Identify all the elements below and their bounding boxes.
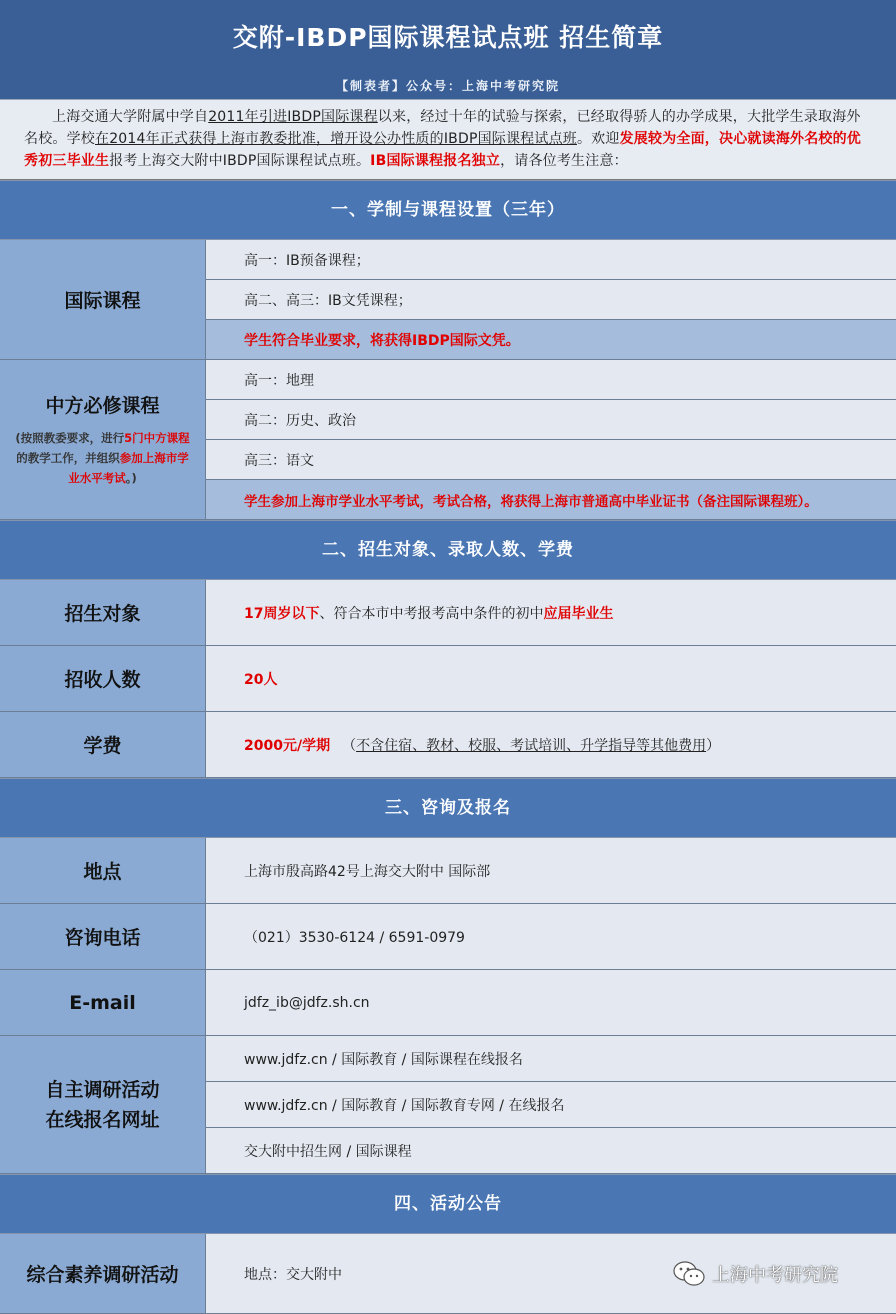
fee-note [342, 735, 720, 755]
intl-course-highlight: 学生符合毕业要求，将获得IBDP国际文凭。 [206, 320, 896, 360]
intro-text: 报考上海交大附中IBDP国际课程试点班。 [109, 153, 371, 169]
intro-highlight: IB国际课程报名独立 [370, 153, 501, 169]
intl-course-row: 高一：IB预备课程； [206, 240, 896, 280]
fee-paren: （ [342, 737, 357, 754]
intro-highlight: 发展较为全面，决心就读海外名校的优秀初三毕业生 [24, 131, 861, 169]
fee-label [0, 712, 206, 778]
section-heading: 三、咨询及报名 [0, 778, 896, 838]
section-heading: 四、活动公告 [0, 1174, 896, 1234]
phone-label-text: 咨询电话 [64, 927, 141, 949]
target-age: 17周岁以下 [244, 605, 320, 622]
watermark-text: 上海中考研究院 [712, 1265, 838, 1286]
intro-text: 。欢迎 [576, 131, 620, 147]
fee-paren: ） [706, 737, 721, 754]
chinese-course-note [0, 428, 205, 488]
count-label-text: 招收人数 [64, 669, 141, 691]
intro-underline: 2011年引进IBDP国际课程 [208, 109, 378, 125]
online-label-line: 在线报名网址 [45, 1108, 160, 1131]
target-grad: 应届毕业生 [543, 605, 614, 622]
intro-text: 上海交通大学附属中学自 [52, 109, 209, 125]
intl-course-label-text: 国际课程 [64, 290, 141, 312]
address-value: 上海市殷高路42号上海交大附中 国际部 [206, 838, 896, 904]
note-text: (按照教委要求，进行 [15, 431, 125, 445]
note-text: 的教学工作，并组织 [16, 451, 120, 465]
intl-course-label [0, 240, 206, 360]
fee-amount: 2000元/学期 [244, 737, 331, 754]
count-label [0, 646, 206, 712]
target-label-text: 招生对象 [64, 603, 141, 625]
note-highlight: 5门中方课程 [124, 431, 190, 445]
fee-value [206, 712, 896, 778]
online-link-row[interactable]: 交大附中招生网 / 国际课程 [206, 1128, 896, 1174]
email-label-text: E-mail [69, 991, 136, 1014]
target-desc: 、符合本市中考报考高中条件的初中 [319, 605, 544, 622]
intro-underline: 在2014年正式获得上海市教委批准，增开设公办性质的IBDP国际课程试点班 [95, 131, 577, 147]
note-text: 。) [125, 471, 137, 485]
chinese-course-highlight: 学生参加上海市学业水平考试，考试合格，将获得上海市普通高中毕业证书（备注国际课程班）。 [206, 480, 896, 520]
activity-label-text: 综合素养调研活动 [26, 1264, 179, 1286]
chinese-course-row: 高三：语文 [206, 440, 896, 480]
chinese-course-label [0, 360, 206, 520]
wechat-icon [672, 1259, 706, 1289]
page-header [0, 0, 896, 100]
fee-note-text: 不含住宿、教材、校服、考试培训、升学指导等其他费用 [356, 737, 707, 754]
online-label [0, 1036, 206, 1174]
chinese-course-label-text: 中方必修课程 [45, 395, 160, 417]
phone-label [0, 904, 206, 970]
activity-label [0, 1234, 206, 1314]
online-link-row[interactable]: www.jdfz.cn / 国际教育 / 国际教育专网 / 在线报名 [206, 1082, 896, 1128]
chinese-course-row: 高一：地理 [206, 360, 896, 400]
address-label [0, 838, 206, 904]
page-subtitle: 【制表者】公众号：上海中考研究院 [335, 79, 560, 93]
chinese-course-row: 高二：历史、政治 [206, 400, 896, 440]
intro-paragraph [0, 100, 896, 180]
target-label [0, 580, 206, 646]
fee-label-text: 学费 [83, 735, 122, 757]
intro-text: ，请各位考生注意： [500, 153, 628, 169]
email-label [0, 970, 206, 1036]
online-label-line: 自主调研活动 [45, 1078, 160, 1101]
note-highlight: 参加上海市学业水平考试 [68, 451, 189, 485]
section-heading: 一、学制与课程设置（三年） [0, 180, 896, 240]
intro-text: 以来，经过十年的试验与探索，已经取得骄人的办学成果，大批学生录取海外名校。学校 [24, 109, 861, 147]
activity-location: 地点：交大附中 [206, 1234, 896, 1314]
watermark [672, 1256, 892, 1292]
address-label-text: 地点 [83, 861, 122, 883]
count-number: 20人 [244, 671, 278, 688]
count-value [206, 646, 896, 712]
target-value [206, 580, 896, 646]
page-title: 交附-IBDP国际课程试点班 招生简章 [232, 23, 664, 52]
email-value[interactable]: jdfz_ib@jdfz.sh.cn [206, 970, 896, 1036]
phone-value[interactable]: （021）3530-6124 / 6591-0979 [206, 904, 896, 970]
intl-course-row: 高二、高三：IB文凭课程； [206, 280, 896, 320]
section-heading: 二、招生对象、录取人数、学费 [0, 520, 896, 580]
online-link-row[interactable]: www.jdfz.cn / 国际教育 / 国际课程在线报名 [206, 1036, 896, 1082]
